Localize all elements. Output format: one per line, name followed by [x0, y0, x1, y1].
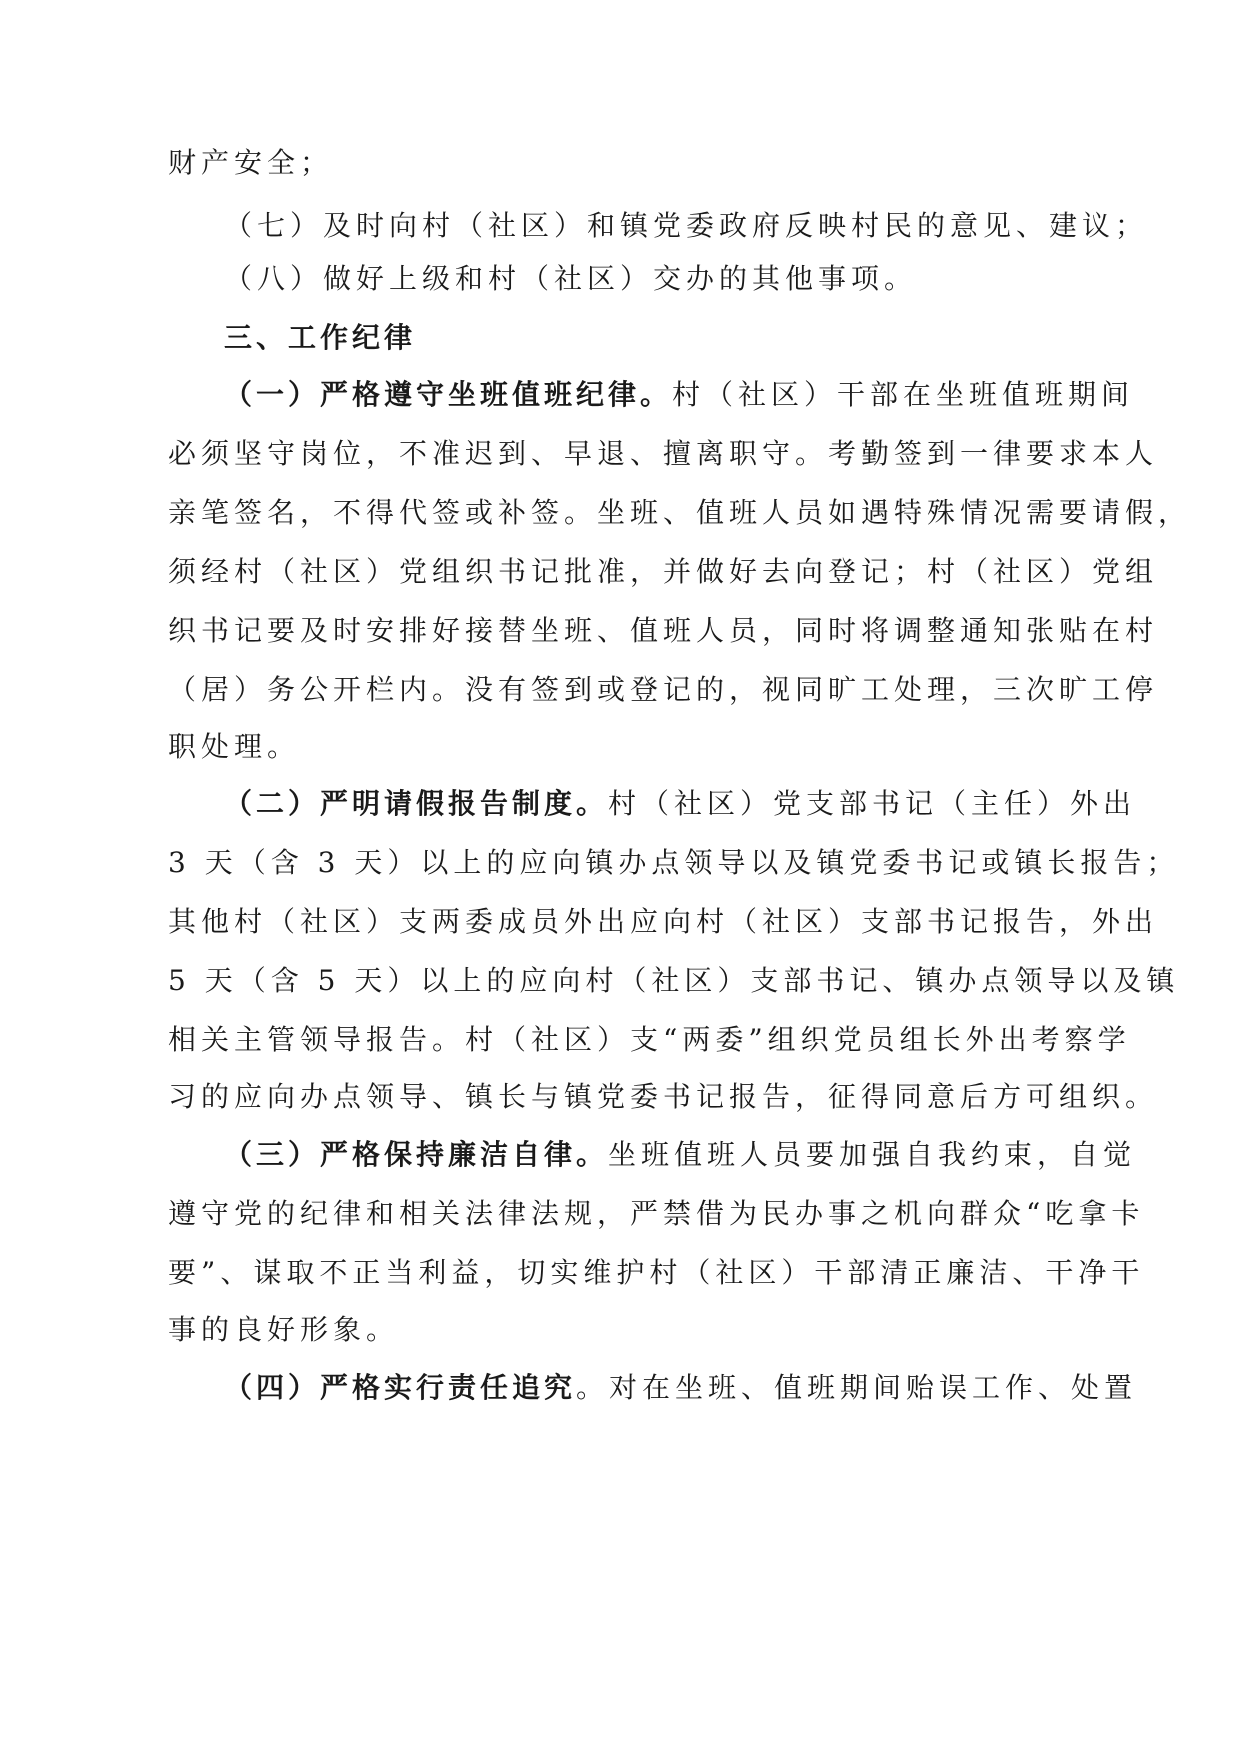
paragraph-1-line-7: 职处理。	[168, 730, 301, 763]
paragraph-2-text: 村（社区）党支部书记（主任）外出	[608, 787, 1137, 820]
paragraph-2-line-4: 5 天（含 5 天）以上的应向村（社区）支部书记、镇办点领导以及镇	[168, 964, 1180, 997]
paragraph-1-line-6: （居）务公开栏内。没有签到或登记的，视同旷工处理，三次旷工停	[168, 673, 1159, 706]
paragraph-3-line-3: 要”、谋取不正当利益，切实维护村（社区）干部清正廉洁、干净干	[168, 1256, 1145, 1289]
paragraph-1-line-4: 须经村（社区）党组织书记批准，并做好去向登记；村（社区）党组	[168, 555, 1159, 588]
paragraph-2-line-5: 相关主管领导报告。村（社区）支“两委”组织党员组长外出考察学	[168, 1023, 1131, 1056]
paragraph-1-text: 村（社区）干部在坐班值班期间	[672, 378, 1135, 411]
paragraph-4-text: 。对在坐班、值班期间贻误工作、处置	[576, 1371, 1138, 1404]
paragraph-4-line-1	[224, 1368, 1241, 1408]
section-heading: 三、工作纪律	[224, 321, 417, 354]
item-7: （七）及时向村（社区）和镇党委政府反映村民的意见、建议；	[224, 209, 1149, 242]
paragraph-1-line-2: 必须坚守岗位，不准迟到、早退、擅离职守。考勤签到一律要求本人	[168, 437, 1159, 470]
paragraph-1-line-5: 织书记要及时安排好接替坐班、值班人员，同时将调整通知张贴在村	[168, 614, 1159, 647]
paragraph-2-line-6: 习的应向办点领导、镇长与镇党委书记报告，征得同意后方可组织。	[168, 1080, 1159, 1113]
paragraph-3-title: （三）严格保持廉洁自律。	[224, 1138, 609, 1171]
paragraph-2-line-1	[224, 784, 1241, 824]
paragraph-3-line-2: 遵守党的纪律和相关法律法规，严禁借为民办事之机向群众“吃拿卡	[168, 1197, 1145, 1230]
paragraph-1-line-3: 亲笔签名，不得代签或补签。坐班、值班人员如遇特殊情况需要请假，	[168, 496, 1192, 529]
paragraph-3-line-4: 事的良好形象。	[168, 1313, 400, 1346]
paragraph-3-text: 坐班值班人员要加强自我约束，自觉	[608, 1138, 1137, 1171]
paragraph-3-line-1	[224, 1135, 1241, 1175]
continuation-line: 财产安全；	[168, 146, 334, 179]
item-8: （八）做好上级和村（社区）交办的其他事项。	[224, 262, 918, 295]
paragraph-4-title: （四）严格实行责任追究	[224, 1371, 577, 1404]
paragraph-1-line-1	[224, 375, 1241, 415]
paragraph-1-title: （一）严格遵守坐班值班纪律。	[224, 378, 673, 411]
paragraph-2-title: （二）严明请假报告制度。	[224, 787, 609, 820]
paragraph-2-line-2: 3 天（含 3 天）以上的应向镇办点领导以及镇党委书记或镇长报告；	[168, 846, 1180, 879]
paragraph-2-line-3: 其他村（社区）支两委成员外出应向村（社区）支部书记报告，外出	[168, 905, 1159, 938]
